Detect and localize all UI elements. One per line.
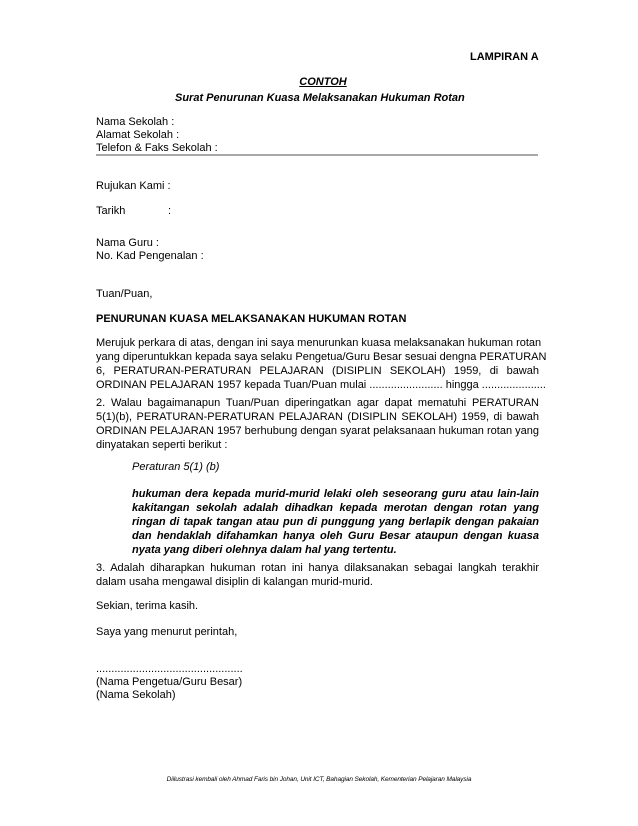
school-name-label: Nama Sekolah : <box>96 116 175 128</box>
header-divider <box>96 154 538 156</box>
ic-number-label: No. Kad Pengenalan : <box>96 250 204 262</box>
quote-line: nyata yang diberi olehnya dalam hal yang tertentu. <box>132 544 397 556</box>
letter-subject-title: Surat Penurunan Kuasa Melaksanakan Hukuman Rotan <box>175 92 465 104</box>
date-colon: : <box>168 205 172 217</box>
sample-title: CONTOH <box>299 76 347 88</box>
paragraph-line: dalam usaha mengawal disiplin di kalangan murid-murid. <box>96 576 373 588</box>
quote-line: ringan di tapak tangan atau pun di punggung yang berlapik dengan pakaian <box>132 516 539 528</box>
signatory-school: (Nama Sekolah) <box>96 689 176 701</box>
quote-line: kakitangan sekolah adalah dihadkan kepada merotan dengan rotan yang <box>132 502 539 514</box>
paragraph-line: Merujuk perkara di atas, dengan ini saya menurunkan kuasa melaksanakan hukuman rotan <box>96 337 542 349</box>
appendix-label: LAMPIRAN A <box>470 51 539 63</box>
regulation-quote <box>132 487 539 557</box>
quote-line: hukuman dera kepada murid-murid lelaki oleh seseorang guru atau lain-lain <box>132 488 539 500</box>
paragraph-line: 6, PERATURAN-PERATURAN PELAJARAN (DISIPLIN SEKOLAH) 1959, di bawah <box>96 365 539 377</box>
letter-heading: PENURUNAN KUASA MELAKSANAKAN HUKUMAN ROTAN <box>96 313 407 325</box>
paragraph-line: 2. Walau bagaimanapun Tuan/Puan diperingatkan agar dapat mematuhi PERATURAN <box>96 397 539 409</box>
paragraph-3 <box>96 561 539 589</box>
paragraph-line: 3. Adalah diharapkan hukuman rotan ini hanya dilaksanakan sebagai langkah terakhir <box>96 562 539 574</box>
regulation-title: Peraturan 5(1) (b) <box>132 461 220 473</box>
paragraph-2 <box>96 396 539 452</box>
paragraph-line: ORDINAN PELAJARAN 1957 berhubung dengan syarat pelaksanaan hukuman rotan yang <box>96 425 539 437</box>
salutation: Tuan/Puan, <box>96 288 153 300</box>
school-phone-fax-label: Telefon & Faks Sekolah : <box>96 142 218 154</box>
quote-line: dan hendaklah difahamkan hanya oleh Guru Besar ataupun dengan kuasa <box>132 530 539 542</box>
signature-line: ................................................ <box>96 663 243 675</box>
paragraph-line: dinyatakan seperti berikut : <box>96 439 228 451</box>
paragraph-line: yang diperuntukkan kepada saya selaku Pengetua/Guru Besar sesuai dengna PERATURAN <box>96 351 547 363</box>
closing-text: Sekian, terima kasih. <box>96 600 199 612</box>
reference-label: Rujukan Kami : <box>96 180 171 192</box>
date-label: Tarikh <box>96 205 126 217</box>
school-address-label: Alamat Sekolah : <box>96 129 180 141</box>
footer-credit: Diilustrasi kembali oleh Ahmad Faris bin Johan, Unit ICT, Bahagian Sekolah, Kementerian Pelajaran Malaysia <box>166 776 472 783</box>
paragraph-1 <box>96 336 547 392</box>
signoff-text: Saya yang menurut perintah, <box>96 626 238 638</box>
paragraph-line: ORDINAN PELAJARAN 1957 kepada Tuan/Puan mulai ........................ hingga ..................... <box>96 379 546 391</box>
paragraph-line: 5(1)(b), PERATURAN-PERATURAN PELAJARAN (DISIPLIN SEKOLAH) 1959, di bawah <box>96 411 539 423</box>
teacher-name-label: Nama Guru : <box>96 237 159 249</box>
signatory-role: (Nama Pengetua/Guru Besar) <box>96 676 243 688</box>
